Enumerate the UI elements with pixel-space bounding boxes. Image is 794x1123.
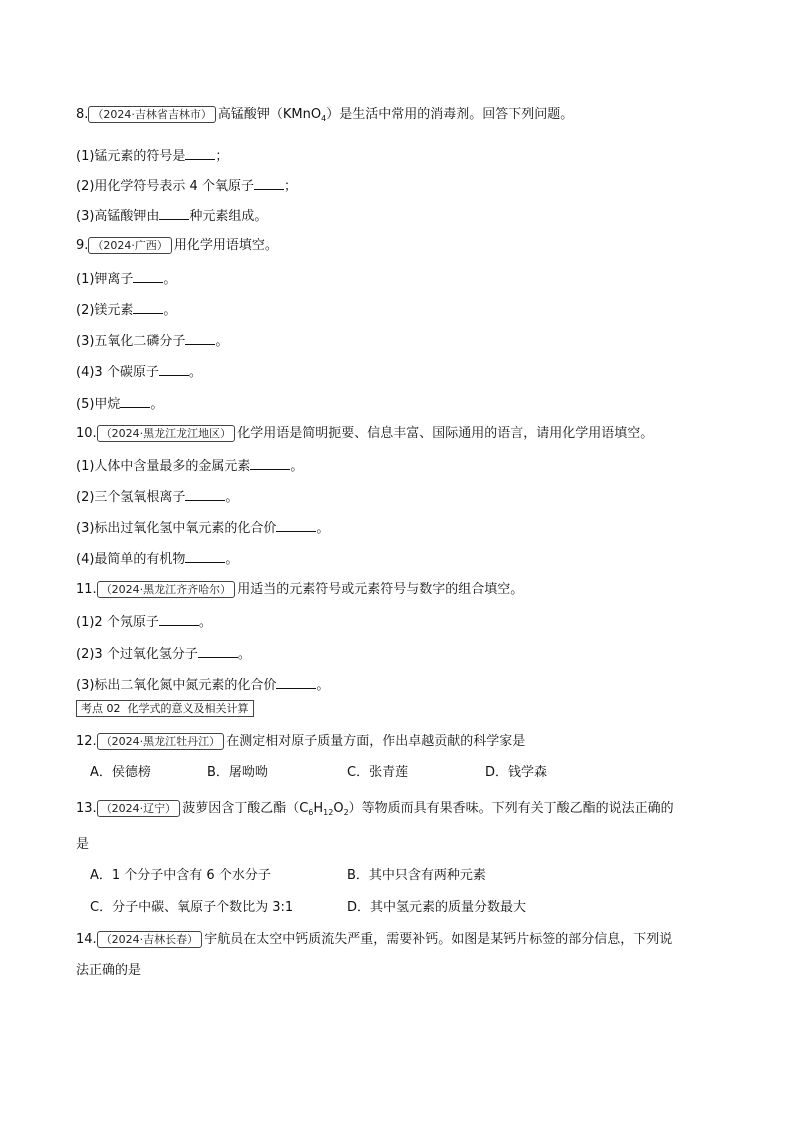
question-9-part-4 <box>76 362 202 382</box>
question-8-part-2 <box>76 176 297 196</box>
answer-blank[interactable] <box>276 518 316 532</box>
answer-blank[interactable] <box>159 206 189 220</box>
question-9-part-5 <box>76 394 163 414</box>
source-tag: （2024·吉林长春） <box>97 931 203 948</box>
part-text: (3)标出过氧化氢中氧元素的化合价 <box>76 521 277 536</box>
option-c[interactable]: C．张青莲 <box>347 765 409 780</box>
question-10-part-4 <box>76 549 238 569</box>
part-text: (3)高锰酸钾由 <box>76 209 160 224</box>
question-8-part-3 <box>76 206 267 226</box>
stem-text: 宇航员在太空中钙质流失严重，需要补钙。如图是某钙片标签的部分信息，下列说 <box>204 932 673 947</box>
question-number: 12. <box>76 734 97 749</box>
option-b[interactable]: B．其中只含有两种元素 <box>347 868 486 883</box>
part-text: (1)锰元素的符号是 <box>76 149 186 164</box>
option-b[interactable]: B．屠呦呦 <box>207 765 268 780</box>
question-13-stem <box>76 800 674 822</box>
part-text: (5)甲烷 <box>76 397 121 412</box>
stem-text: 化学用语是简明扼要、信息丰富、国际通用的语言，请用化学用语填空。 <box>237 426 654 441</box>
subscript: 4 <box>321 114 327 123</box>
source-tag: （2024·广西） <box>88 237 172 254</box>
question-14-stem-line2: 法正确的是 <box>76 963 142 978</box>
question-12-stem <box>76 733 525 751</box>
question-11-part-2 <box>76 644 251 664</box>
answer-blank[interactable] <box>254 176 284 190</box>
option-d[interactable]: D．钱学森 <box>485 765 548 780</box>
part-text: (4)3 个碳原子 <box>76 365 159 380</box>
part-text: (3)标出二氧化氮中氮元素的化合价 <box>76 678 277 693</box>
answer-blank[interactable] <box>159 612 199 626</box>
stem-text: 用化学用语填空。 <box>173 238 278 253</box>
section-label <box>76 700 254 717</box>
part-text: (1)人体中含量最多的金属元素 <box>76 459 251 474</box>
stem-text: O <box>333 801 344 816</box>
answer-blank[interactable] <box>133 300 163 314</box>
question-11-stem <box>76 581 523 599</box>
part-text: 。 <box>215 334 229 349</box>
stem-text: H <box>313 801 324 816</box>
answer-blank[interactable] <box>185 487 225 501</box>
question-10-part-1 <box>76 456 303 476</box>
option-c[interactable]: C．分子中碳、氧原子个数比为 3:1 <box>90 900 294 915</box>
option-a[interactable]: A．1 个分子中含有 6 个水分子 <box>90 868 271 883</box>
question-10-part-2 <box>76 487 238 507</box>
answer-blank[interactable] <box>159 362 189 376</box>
question-9-part-2 <box>76 300 176 320</box>
stem-text: 在测定相对原子质量方面，作出卓越贡献的科学家是 <box>226 734 526 749</box>
part-text: 。 <box>188 365 202 380</box>
part-text: (1)钾离子 <box>76 272 134 287</box>
part-text: 。 <box>237 647 251 662</box>
part-text: (1)2 个氖原子 <box>76 615 159 630</box>
part-text: ； <box>215 149 229 164</box>
question-9-part-3 <box>76 331 228 351</box>
part-text: 。 <box>316 521 330 536</box>
part-text: 。 <box>225 490 239 505</box>
question-number: 10. <box>76 426 97 441</box>
section-header <box>76 699 254 717</box>
part-text: ； <box>283 179 297 194</box>
question-number: 9. <box>76 238 89 253</box>
question-8-stem <box>76 106 573 128</box>
question-14-stem <box>76 931 672 949</box>
answer-blank[interactable] <box>185 146 215 160</box>
question-number: 8. <box>76 107 89 122</box>
question-number: 11. <box>76 582 97 597</box>
stem-text: 菠萝因含丁酸乙酯（C <box>182 801 309 816</box>
part-text: 。 <box>163 272 177 287</box>
section-title: 化学式的意义及相关计算 <box>127 702 249 715</box>
answer-blank[interactable] <box>185 549 225 563</box>
answer-blank[interactable] <box>133 269 163 283</box>
stem-text: 用适当的元素符号或元素符号与数字的组合填空。 <box>237 582 524 597</box>
stem-text: 高锰酸钾（KMnO <box>217 107 322 122</box>
part-text: 。 <box>163 303 177 318</box>
part-text: 。 <box>225 552 239 567</box>
question-11-part-1 <box>76 612 212 632</box>
question-10-stem <box>76 425 653 443</box>
question-8-part-1 <box>76 146 228 166</box>
part-text: 种元素组成。 <box>189 209 268 224</box>
subscript: 2 <box>343 808 349 817</box>
option-a[interactable]: A．侯德榜 <box>90 765 151 780</box>
part-text: 。 <box>198 615 212 630</box>
part-text: (2)镁元素 <box>76 303 134 318</box>
source-tag: （2024·辽宁） <box>97 800 181 817</box>
part-text: (2)三个氢氧根离子 <box>76 490 186 505</box>
question-9-part-1 <box>76 269 176 289</box>
stem-text: ）等物质而具有果香味。下列有关丁酸乙酯的说法正确的 <box>348 801 674 816</box>
question-11-part-3 <box>76 675 329 695</box>
part-text: 。 <box>316 678 330 693</box>
answer-blank[interactable] <box>185 331 215 345</box>
answer-blank[interactable] <box>250 456 290 470</box>
part-text: 。 <box>150 397 164 412</box>
part-text: (3)五氧化二磷分子 <box>76 334 186 349</box>
subscript: 6 <box>308 808 314 817</box>
part-text: (2)3 个过氧化氢分子 <box>76 647 198 662</box>
part-text: (4)最简单的有机物 <box>76 552 186 567</box>
part-text: (2)用化学符号表示 4 个氧原子 <box>76 179 254 194</box>
stem-text: ）是生活中常用的消毒剂。回答下列问题。 <box>326 107 574 122</box>
answer-blank[interactable] <box>276 675 316 689</box>
subscript: 12 <box>323 808 334 817</box>
question-number: 13. <box>76 801 97 816</box>
source-tag: （2024·吉林省吉林市） <box>88 106 216 123</box>
question-9-stem <box>76 237 278 255</box>
question-13-stem-line2: 是 <box>76 837 90 852</box>
source-tag: （2024·黑龙江牡丹江） <box>97 733 225 750</box>
question-number: 14. <box>76 932 97 947</box>
section-number: 考点 02 <box>81 702 121 715</box>
question-10-part-3 <box>76 518 329 538</box>
answer-blank[interactable] <box>198 644 238 658</box>
source-tag: （2024·黑龙江龙江地区） <box>97 425 236 442</box>
part-text: 。 <box>290 459 304 474</box>
source-tag: （2024·黑龙江齐齐哈尔） <box>97 581 236 598</box>
answer-blank[interactable] <box>120 394 150 408</box>
option-d[interactable]: D．其中氢元素的质量分数最大 <box>347 900 527 915</box>
